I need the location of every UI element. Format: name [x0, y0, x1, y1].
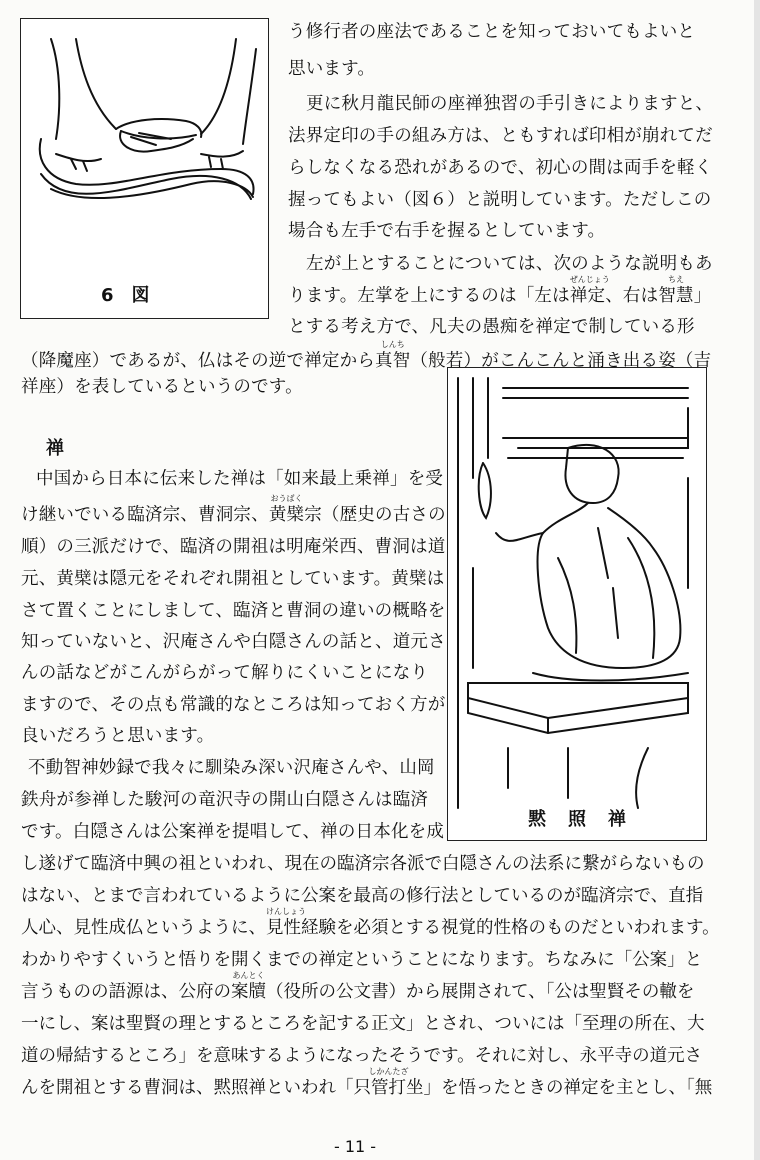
text-segment: （降魔座）であるが、仏はその逆で禅定から — [21, 351, 375, 371]
text-segment: んを開祖とする曹洞は、黙照禅といわれ「 — [21, 1078, 354, 1098]
figure-mokusho-zen — [447, 367, 707, 841]
text-line: 思います。 — [288, 59, 376, 79]
ruby-word — [569, 275, 610, 307]
text-line: ますので、その点も常識的なところは知っておく方が — [21, 695, 446, 715]
text-line: 良いだろうと思います。 — [21, 726, 215, 746]
text-line: です。白隠さんは公案禅を提唱して、禅の日本化を成 — [21, 822, 445, 842]
text-line: 左が上とすることについては、次のような説明もあ — [306, 254, 713, 274]
ruby-reading: ちえ — [668, 275, 685, 284]
text-line: 知っていないと、沢庵さんや白隠さんの話と、道元さ — [21, 632, 446, 652]
text-line — [21, 971, 695, 1003]
figure-6-caption: 6 図 — [101, 285, 150, 306]
text-line: 順）の三派だけで、臨済の開祖は明庵栄西、曹洞は道 — [21, 537, 446, 557]
ruby-base: 禅定 — [569, 286, 606, 306]
text-line: 元、黄檗は隠元をそれぞれ開祖としています。黄檗は — [21, 569, 445, 589]
text-segment: 経験を必須とする視覚的性格のものだといわれます。 — [301, 918, 720, 938]
text-line: 握ってもよい（図６）と説明しています。ただしこの — [288, 190, 712, 210]
text-segment: 言うものの語源は、公府の — [21, 982, 231, 1002]
figure-6 — [20, 18, 269, 319]
text-line: 法界定印の手の組み方は、ともすれば印相が崩れてだ — [288, 126, 713, 146]
ruby-word — [658, 275, 694, 307]
figure-mokusho-caption: 黙 照 禅 — [528, 809, 628, 830]
ruby-reading: あんとく — [232, 971, 265, 980]
text-segment: 宗（歴史の古さの — [304, 505, 446, 525]
text-line: 鉄舟が参禅した駿河の竜沢寺の開山白隠さんは臨済 — [21, 790, 429, 810]
ruby-base: 只管打坐 — [353, 1078, 424, 1098]
ruby-word — [353, 1067, 424, 1099]
text-line: 場合も左手で右手を握るとしています。 — [288, 221, 606, 241]
text-line: 道の帰結するところ」を意味するようになったそうです。それに対し、永平寺の道元さ — [21, 1046, 703, 1066]
ruby-base: 案牘 — [231, 982, 266, 1002]
text-segment: （般若）がこんこんと涌き出る姿（吉 — [410, 351, 712, 371]
text-line: わかりやすくいうと悟りを開くまでの禅定ということになります。ちなみに「公案」と — [21, 950, 703, 970]
text-line — [288, 275, 712, 307]
text-line: 一にし、案は聖賢の理とするところを記する正文」とされ、ついには「至理の所在、大 — [21, 1014, 705, 1034]
ruby-reading: しかんたざ — [368, 1067, 409, 1076]
ruby-reading: ぜんじょう — [569, 275, 610, 284]
text-line: さて置くことにしまして、臨済と曹洞の違いの概略を — [21, 601, 446, 621]
ruby-reading: けんしょう — [266, 907, 306, 916]
section-heading: 禅 — [46, 438, 64, 459]
text-line — [21, 907, 720, 939]
text-line: 不動智神妙録で我々に馴染み深い沢庵さんや、山岡 — [28, 758, 435, 778]
ruby-base: 智慧 — [658, 286, 694, 306]
text-line: 中国から日本に伝来した禅は「如来最上乗禅」を受 — [36, 469, 444, 489]
ruby-base: 真智 — [375, 351, 411, 371]
text-segment: （役所の公文書）から展開されて、「公は聖賢その轍を — [266, 982, 695, 1002]
ruby-word — [375, 340, 411, 372]
text-line: らしなくなる恐れがあるので、初心の間は両手を軽く — [288, 158, 713, 178]
text-line — [21, 340, 712, 372]
hands-illustration — [21, 19, 267, 317]
page-number: - 11 - — [334, 1137, 377, 1156]
text-line: う修行者の座法であることを知っておいてもよいと — [288, 22, 696, 42]
ruby-base: 見性 — [266, 918, 301, 938]
text-segment: 、右は — [605, 286, 659, 306]
text-line: んの話などがこんがらがって解りにくいことになり — [21, 663, 429, 683]
text-line: とする考え方で、凡夫の愚痴を禅定で制している形 — [288, 317, 695, 337]
text-segment: 」を悟ったときの禅定を主とし、「無 — [423, 1078, 713, 1098]
text-line — [21, 494, 446, 526]
ruby-base: 黄檗 — [268, 505, 305, 525]
text-line: し遂げて臨済中興の祖といわれ、現在の臨済宗各派で白隠さんの法系に繋がらないもの — [21, 854, 705, 874]
ruby-word — [268, 494, 305, 526]
text-line: 更に秋月龍民師の座禅独習の手引きによりますと、 — [306, 94, 714, 114]
ruby-word — [231, 971, 266, 1003]
text-segment: け継いでいる臨済宗、曹洞宗、 — [21, 505, 269, 525]
meditating-monk-illustration — [448, 368, 705, 839]
text-line — [21, 1067, 713, 1099]
text-segment: ります。左掌を上にするのは「左は — [288, 286, 570, 306]
text-segment: 」 — [693, 286, 712, 306]
text-line: はない、とまで言われているように公案を最高の修行法としているのが臨済宗で、直指 — [21, 886, 704, 906]
ruby-word — [266, 907, 306, 939]
ruby-reading: しんち — [380, 340, 405, 349]
ruby-reading: おうばく — [270, 494, 303, 503]
text-line: 祥座）を表しているというのです。 — [21, 377, 303, 397]
text-segment: 人心、見性成仏というように、 — [21, 918, 266, 938]
page-edge-shadow — [754, 0, 760, 1160]
